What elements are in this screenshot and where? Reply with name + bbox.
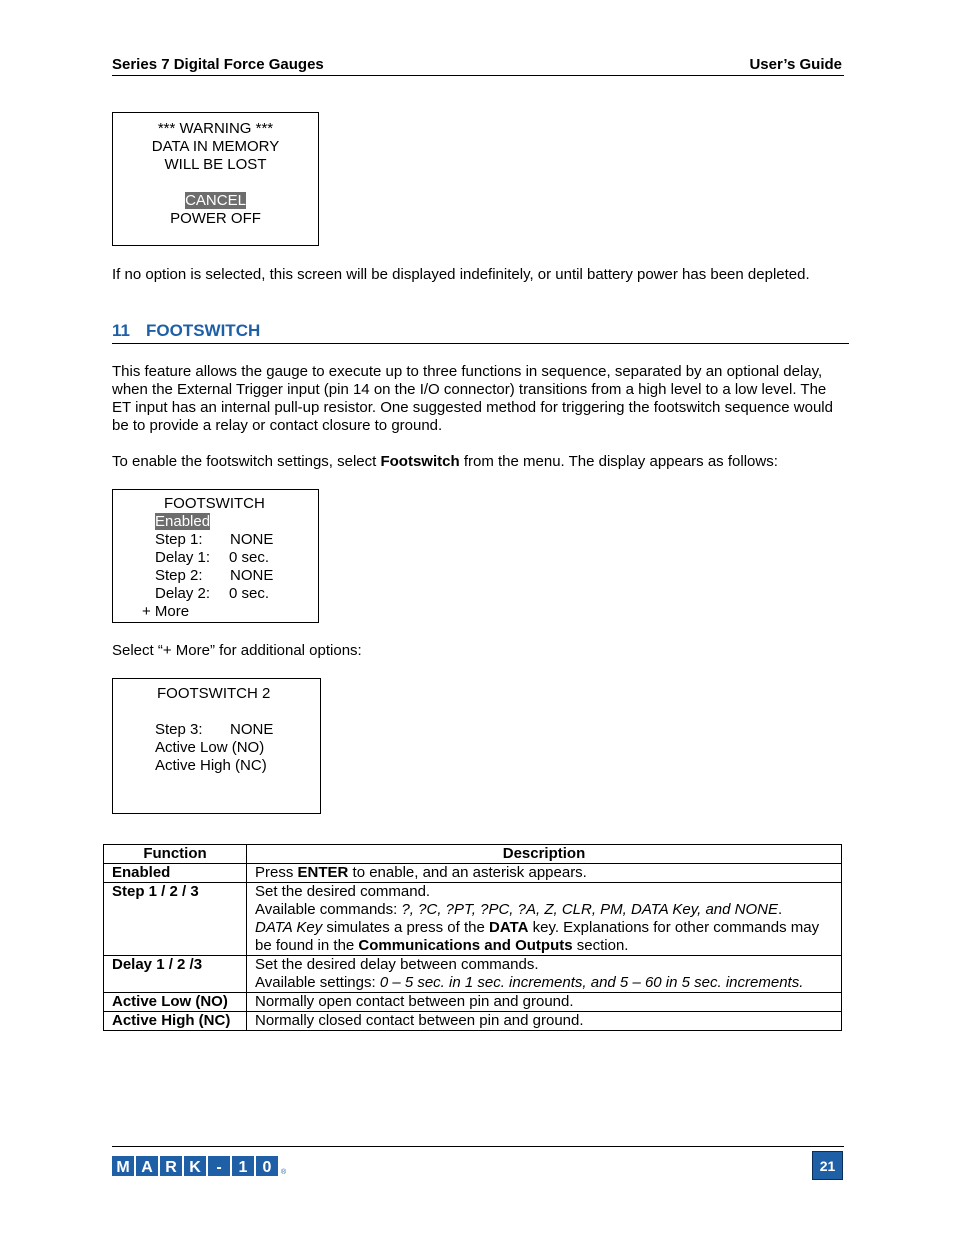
fs-row-value: 0 sec. xyxy=(229,549,270,566)
section-title xyxy=(112,321,260,341)
fs-row-label: Step 1: xyxy=(155,531,203,548)
table-header-row xyxy=(104,845,842,864)
desc-bold: Communications and Outputs xyxy=(358,937,573,954)
fs-row-value: NONE xyxy=(230,567,274,584)
fs-row-label: Step 2: xyxy=(155,567,203,584)
logo-letter: M xyxy=(112,1156,134,1176)
step3-label: Step 3: xyxy=(155,721,203,738)
section-divider xyxy=(112,343,849,344)
warning-line3: WILL BE LOST xyxy=(164,156,267,173)
fs-row-label: Delay 2: xyxy=(155,585,211,602)
desc-text: to enable, and an asterisk appears. xyxy=(348,864,587,881)
logo-letter: 0 xyxy=(256,1156,278,1176)
enabled-option: Enabled xyxy=(155,513,211,530)
table-row xyxy=(104,883,842,956)
header-left: Series 7 Digital Force Gauges xyxy=(112,56,324,73)
fs-row-label: Delay 1: xyxy=(155,549,211,566)
footswitch2-title: FOOTSWITCH 2 xyxy=(157,685,271,702)
enable-text-bold: Footswitch xyxy=(380,453,460,470)
warning-line2: DATA IN MEMORY xyxy=(151,138,280,155)
more-option: + More xyxy=(142,603,190,620)
function-description: Normally closed contact between pin and ground. xyxy=(247,1012,842,1031)
warning-screen xyxy=(112,112,319,246)
section-number: 11 xyxy=(112,321,130,340)
logo-letter: R xyxy=(160,1156,182,1176)
page-number: 21 xyxy=(812,1151,843,1180)
table-row xyxy=(104,956,842,993)
table-row xyxy=(104,1012,842,1031)
no-option-paragraph: If no option is selected, this screen will be displayed indefinitely, or until battery power has been depleted. xyxy=(112,266,810,283)
registered-mark: ® xyxy=(281,1169,287,1176)
mark-10-logo xyxy=(112,1156,286,1176)
desc-italic: 0 – 5 sec. in 1 sec. increments, and 5 – 60 in 5 sec. increments. xyxy=(379,974,804,991)
desc-text: Available commands: xyxy=(255,901,402,918)
logo-letter: - xyxy=(208,1156,230,1176)
table-header: Function xyxy=(104,845,247,864)
select-more-paragraph: Select “+ More” for additional options: xyxy=(112,642,362,659)
function-description xyxy=(247,864,842,883)
fs-row-value: 0 sec. xyxy=(229,585,270,602)
desc-text: section. xyxy=(572,937,629,954)
active-high-option: Active High (NC) xyxy=(155,757,267,774)
function-name: Step 1 / 2 / 3 xyxy=(104,883,247,956)
desc-text: key. Explanations for other commands may be found in the xyxy=(255,919,820,954)
function-name: Active Low (NO) xyxy=(104,993,247,1012)
logo-letter: A xyxy=(136,1156,158,1176)
header-right: User’s Guide xyxy=(749,56,842,73)
desc-line: Set the desired delay between commands. xyxy=(255,956,539,973)
footswitch-title: FOOTSWITCH xyxy=(164,495,265,512)
step3-value: NONE xyxy=(230,721,274,738)
cancel-option: CANCEL xyxy=(185,192,246,209)
function-name: Delay 1 / 2 /3 xyxy=(104,956,247,993)
function-description: Normally open contact between pin and ground. xyxy=(247,993,842,1012)
power-off-option: POWER OFF xyxy=(170,210,261,227)
fs-row-value: NONE xyxy=(230,531,274,548)
enable-text-post: from the menu. The display appears as follows: xyxy=(459,453,778,470)
desc-text: Press xyxy=(255,864,298,881)
footswitch2-screen xyxy=(112,678,321,814)
desc-line: Set the desired command. xyxy=(255,883,431,900)
function-name: Enabled xyxy=(104,864,247,883)
table-row xyxy=(104,993,842,1012)
warning-line1: *** WARNING *** xyxy=(157,120,274,137)
logo-letter: K xyxy=(184,1156,206,1176)
enable-paragraph xyxy=(112,453,852,471)
desc-line xyxy=(255,901,833,919)
desc-line xyxy=(255,919,833,955)
footswitch-screen xyxy=(112,489,319,623)
header-divider xyxy=(112,75,844,76)
active-low-option: Active Low (NO) xyxy=(155,739,265,756)
footer-divider xyxy=(112,1146,844,1147)
function-name: Active High (NC) xyxy=(104,1012,247,1031)
section-name: FOOTSWITCH xyxy=(145,321,261,340)
function-description xyxy=(247,956,842,993)
enable-text-pre: To enable the footswitch settings, select xyxy=(112,453,381,470)
function-table xyxy=(103,844,842,1031)
feature-paragraph: This feature allows the gauge to execute up to three functions in sequence, separated by an optional delay, when the External Trigger input (pin 14 on the I/O connector) transitions from a high level to a low level. The ET input has an internal pull-up resistor. One suggested method for triggering the footswitch sequence would be to provide a relay or contact closure to ground. xyxy=(112,363,833,434)
function-description xyxy=(247,883,842,956)
desc-bold: DATA xyxy=(489,919,529,936)
desc-text: . xyxy=(778,901,783,918)
table-row xyxy=(104,864,842,883)
desc-italic: DATA Key xyxy=(255,919,323,936)
logo-letter: 1 xyxy=(232,1156,254,1176)
desc-italic: ?, ?C, ?PT, ?PC, ?A, Z, CLR, PM, DATA Key, and NONE xyxy=(401,901,778,918)
desc-line xyxy=(255,974,833,992)
desc-text: simulates a press of the xyxy=(322,919,489,936)
desc-bold: ENTER xyxy=(297,864,349,881)
desc-text: Available settings: xyxy=(255,974,380,991)
table-header: Description xyxy=(247,845,842,864)
